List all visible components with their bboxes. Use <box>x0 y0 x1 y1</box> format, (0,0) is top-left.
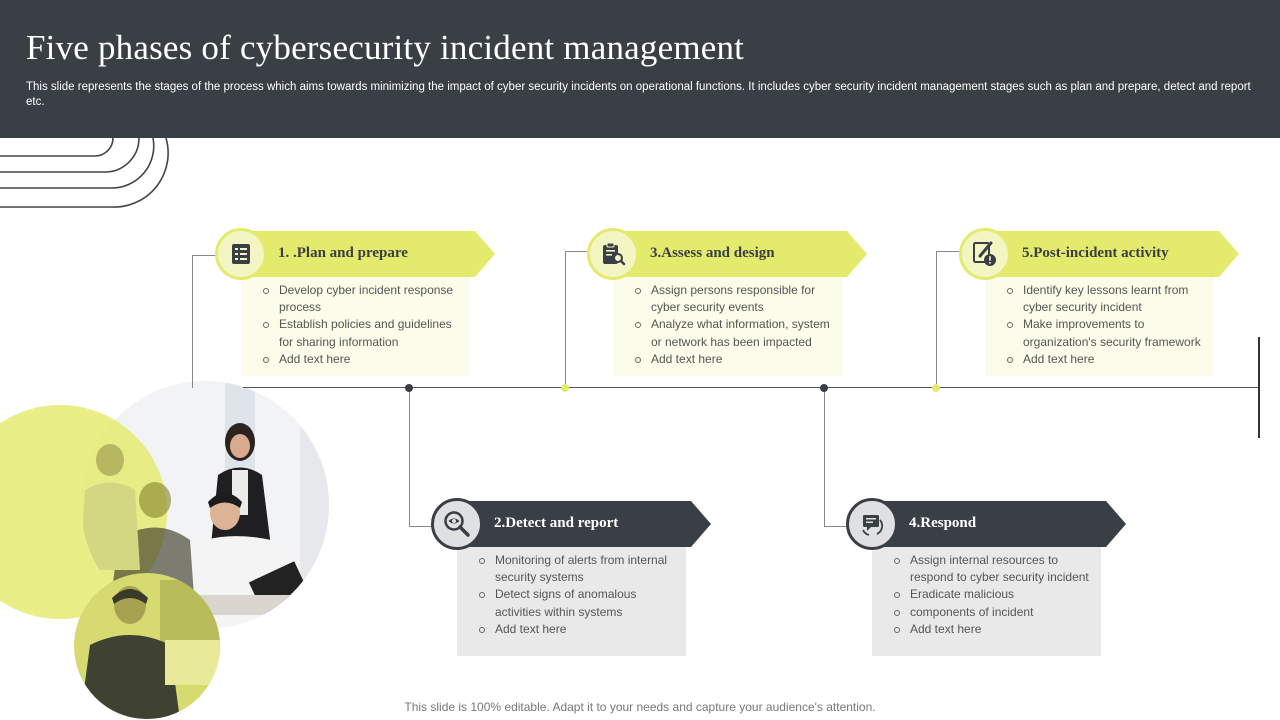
connector-phase-3 <box>565 251 566 388</box>
page-subtitle: This slide represents the stages of the process which aims towards minimizing the impact of cyber security incidents on operational functions. It includes cyber security incident management stages such as plan and prepare, detect and report etc. <box>26 81 1251 108</box>
footer-note: This slide is 100% editable. Adapt it to your needs and capture your audience's attention. <box>404 700 876 714</box>
timeline-dot-3 <box>561 384 569 392</box>
phase-4-list <box>872 547 1101 646</box>
connector-phase-5 <box>936 251 937 388</box>
list-item: Add text here <box>279 351 464 368</box>
timeline-axis <box>243 387 1260 388</box>
checklist-icon <box>229 242 253 266</box>
phase-3-list <box>613 277 842 376</box>
phase-4-arrow-banner <box>866 501 1126 547</box>
phase-5-title: 5.Post-incident activity <box>1022 245 1169 261</box>
header-banner <box>0 0 1280 138</box>
timeline-end-marker <box>1258 337 1260 438</box>
list-item: components of incident <box>910 604 1095 621</box>
chat-refresh-icon <box>858 510 886 538</box>
list-item: Make improvements to organization's security framework <box>1023 316 1208 350</box>
phase-3-body <box>613 277 842 376</box>
timeline-dot-2 <box>405 384 413 392</box>
phase-3-icon-badge <box>587 228 639 280</box>
list-item: Eradicate malicious <box>910 586 1095 603</box>
team-photo-collage <box>0 380 340 720</box>
connector-phase-1 <box>192 255 193 388</box>
list-item: Detect signs of anomalous activities within systems <box>495 586 680 620</box>
phase-4-body <box>872 547 1101 656</box>
phase-5-icon-badge <box>959 228 1011 280</box>
list-item: Analyze what information, system or network has been impacted <box>651 316 836 350</box>
connector-phase-2 <box>409 388 410 526</box>
list-item: Assign persons responsible for cyber security events <box>651 282 836 316</box>
phase-1-icon-badge <box>215 228 267 280</box>
list-item: Develop cyber incident response process <box>279 282 464 316</box>
phase-2-list <box>457 547 686 646</box>
connector-phase-1-h <box>192 255 217 256</box>
connector-phase-4 <box>824 388 825 526</box>
phase-1-title: 1. .Plan and prepare <box>278 245 408 261</box>
decorative-arcs <box>0 138 170 213</box>
phase-2-title: 2.Detect and report <box>494 515 619 531</box>
timeline-dot-4 <box>820 384 828 392</box>
list-item: Add text here <box>651 351 836 368</box>
phase-4-icon-badge <box>846 498 898 550</box>
phase-4-title: 4.Respond <box>909 515 977 531</box>
phase-5-body <box>985 277 1214 376</box>
phase-2-body <box>457 547 686 656</box>
magnifier-eye-icon <box>443 510 471 538</box>
phase-2-icon-badge <box>431 498 483 550</box>
timeline-dot-5 <box>932 384 940 392</box>
phase-1-list <box>241 277 470 376</box>
list-item: Identify key lessons learnt from cyber security incident <box>1023 282 1208 316</box>
pen-alert-icon <box>971 240 999 268</box>
page-title: Five phases of cybersecurity incident management <box>26 28 745 67</box>
connector-phase-5-h <box>936 251 960 252</box>
clipboard-search-icon <box>600 241 626 267</box>
list-item: Establish policies and guidelines for sharing information <box>279 316 464 350</box>
phase-3-title: 3.Assess and design <box>650 245 775 261</box>
phase-5-list <box>985 277 1214 376</box>
list-item: Add text here <box>910 621 1095 638</box>
list-item: Assign internal resources to respond to cyber security incident <box>910 552 1095 586</box>
list-item: Add text here <box>1023 351 1208 368</box>
list-item: Add text here <box>495 621 680 638</box>
connector-phase-2-h <box>409 526 433 527</box>
list-item: Monitoring of alerts from internal security systems <box>495 552 680 586</box>
connector-phase-4-h <box>824 526 848 527</box>
phase-1-body <box>241 277 470 376</box>
connector-phase-3-h <box>565 251 589 252</box>
